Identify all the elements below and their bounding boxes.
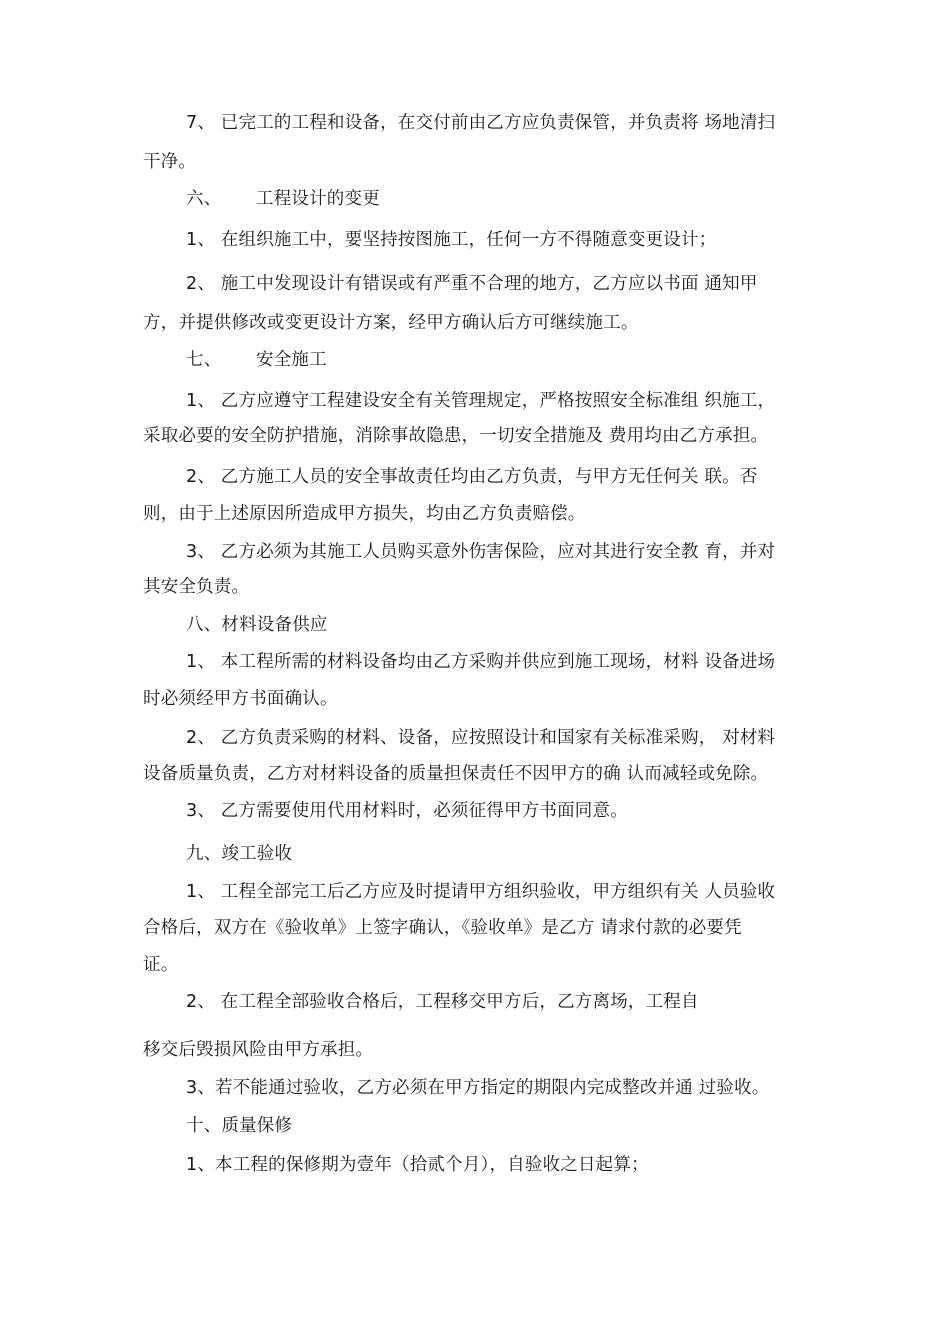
paragraph-line: 1、 乙方应遵守工程建设安全有关管理规定，严格按照安全标准组 织施工， <box>186 391 776 411</box>
paragraph-line: 移交后毁损风险由甲方承担。 <box>143 1040 374 1060</box>
paragraph-line: 方，并提供修改或变更设计方案，经甲方确认后方可继续施工。 <box>143 313 639 333</box>
paragraph-line: 合格后，双方在《验收单》上签字确认，《验收单》是乙方 请求付款的必要凭 <box>143 918 742 938</box>
paragraph-line: 1、 本工程所需的材料设备均由乙方采购并供应到施工现场，材料 设备进场 <box>186 652 776 672</box>
section-number: 七、 <box>186 350 222 370</box>
paragraph-line: 3、 乙方需要使用代用材料时，必须征得甲方书面同意。 <box>186 801 628 821</box>
section-heading-10: 十、质量保修 <box>186 1116 293 1136</box>
section-heading-8: 八、材料设备供应 <box>186 615 328 635</box>
section-heading-9: 九、竣工验收 <box>186 844 293 864</box>
paragraph-line: 2、 在工程全部验收合格后，工程移交甲方后，乙方离场，工程自 <box>186 992 699 1012</box>
paragraph-line: 3、若不能通过验收，乙方必须在甲方指定的期限内完成整改并通 过验收。 <box>186 1078 770 1098</box>
section-number: 六、 <box>186 189 222 209</box>
paragraph-line: 其安全负责。 <box>143 577 250 597</box>
paragraph-line: 2、 乙方负责采购的材料、设备，应按照设计和国家有关标准采购， 对材料 <box>186 728 776 748</box>
section-title: 工程设计的变更 <box>256 189 380 209</box>
paragraph-line: 1、 工程全部完工后乙方应及时提请甲方组织验收，甲方组织有关 人员验收 <box>186 882 776 902</box>
paragraph-line: 采取必要的安全防护措施，消除事故隐患，一切安全措施及 费用均由乙方承担。 <box>143 426 769 446</box>
section-heading-6 <box>186 188 380 210</box>
paragraph-line: 3、 乙方必须为其施工人员购买意外伤害保险，应对其进行安全教 育，并对 <box>186 542 776 562</box>
paragraph-line: 干净。 <box>143 152 197 172</box>
paragraph-line: 7、 已完工的工程和设备，在交付前由乙方应负责保管，并负责将 场地清扫 <box>186 113 776 133</box>
paragraph-line: 2、 施工中发现设计有错误或有严重不合理的地方，乙方应以书面 通知甲 <box>186 274 758 294</box>
paragraph-line: 2、 乙方施工人员的安全事故责任均由乙方负责，与甲方无任何关 联。否 <box>186 467 758 487</box>
paragraph-line: 设备质量负责，乙方对材料设备的质量担保责任不因甲方的确 认而减轻或免除。 <box>143 764 769 784</box>
paragraph-line: 1、 在组织施工中，要坚持按图施工，任何一方不得随意变更设计； <box>186 230 717 250</box>
section-heading-7 <box>186 349 327 371</box>
paragraph-line: 1、本工程的保修期为壹年（拾贰个月），自验收之日起算； <box>186 1155 649 1175</box>
paragraph-line: 证。 <box>143 955 179 975</box>
section-title: 安全施工 <box>256 350 327 370</box>
paragraph-line: 时必须经甲方书面确认。 <box>143 689 338 709</box>
paragraph-line: 则，由于上述原因所造成甲方损失，均由乙方负责赔偿。 <box>143 504 586 524</box>
